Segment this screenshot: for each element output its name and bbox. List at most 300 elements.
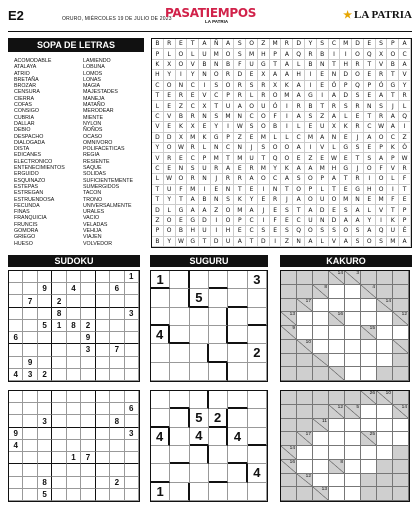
letter-cell: I: [176, 70, 188, 80]
suguru-cell: [190, 391, 209, 409]
letter-cell: B: [387, 60, 399, 70]
letter-cell: W: [329, 153, 341, 163]
sudoku-cell: [23, 428, 37, 440]
sudoku-cell: 8: [67, 320, 81, 332]
kakuro-clue-cell: [329, 271, 345, 285]
letter-cell: R: [223, 174, 235, 184]
suguru-cell: 5: [190, 289, 209, 307]
kakuro-cell: [329, 326, 345, 340]
letter-cell: O: [364, 237, 376, 247]
letter-cell: T: [176, 195, 188, 205]
kakuro-block: [313, 367, 329, 381]
sudoku-cell: [67, 477, 81, 489]
letter-cell: U: [387, 226, 399, 236]
letter-cell: O: [270, 143, 282, 153]
sudoku-cell: 1: [67, 452, 81, 464]
letter-cell: U: [258, 101, 270, 111]
suguru-cell: [228, 326, 247, 344]
kakuro-block: [393, 285, 409, 299]
letter-cell: O: [176, 174, 188, 184]
kakuro-cell: [345, 367, 361, 381]
kakuro-block: [281, 474, 297, 488]
suguru-cell: [151, 409, 170, 427]
suguru-cell: [248, 483, 267, 501]
letter-cell: S: [246, 122, 258, 132]
kakuro-cell: [345, 460, 361, 474]
letter-cell: R: [234, 81, 246, 91]
letter-cell: G: [187, 216, 199, 226]
letter-cell: U: [317, 195, 329, 205]
kakuro-clue-cell: [361, 326, 377, 340]
suguru-cell: [190, 271, 209, 289]
kakuro-cell: [345, 326, 361, 340]
word-item: MERODEAR: [83, 108, 114, 115]
letter-cell: L: [246, 91, 258, 101]
sudoku-cell: [110, 403, 124, 415]
letter-cell: V: [399, 70, 411, 80]
kakuro-cell: [329, 354, 345, 368]
letter-cell: Y: [164, 195, 176, 205]
suguru-cell: [170, 308, 189, 326]
letter-cell: A: [352, 205, 364, 215]
letter-cell: X: [199, 101, 211, 111]
word-item: TRONO: [83, 196, 103, 203]
kakuro-clue-cell: [313, 487, 329, 501]
kakuro-block: [297, 271, 313, 285]
suguru-cell: 1: [151, 483, 170, 501]
sudoku-cell: [38, 295, 52, 307]
kakuro-clue-cell: [281, 460, 297, 474]
suguru-cell: 4: [190, 428, 209, 446]
sudoku-cell: [110, 332, 124, 344]
kakuro-block: [297, 419, 313, 433]
letter-cell: R: [293, 101, 305, 111]
letter-cell: W: [176, 143, 188, 153]
sudoku-cell: [96, 295, 110, 307]
kakuro-clue-cell: [297, 474, 313, 488]
sudoku-cell: 3: [125, 308, 139, 320]
sudoku-cell: [96, 344, 110, 356]
word-item: UNIVERSALMENTE: [83, 202, 132, 209]
letter-cell: N: [176, 164, 188, 174]
sudoku-cell: 3: [23, 369, 37, 381]
letter-cell: S: [258, 226, 270, 236]
kakuro-clue: 9: [292, 326, 295, 331]
suguru-cell: [151, 308, 170, 326]
letter-cell: P: [152, 49, 164, 59]
letter-cell: A: [340, 237, 352, 247]
sudoku-cell: 6: [110, 283, 124, 295]
kakuro-block: [377, 474, 393, 488]
kakuro-cell: [329, 474, 345, 488]
sudoku-cell: [52, 271, 66, 283]
suguru-cell: [170, 289, 189, 307]
sudoku-cell: [9, 308, 23, 320]
kakuro-clue-cell: [329, 405, 345, 419]
letter-cell: M: [211, 153, 223, 163]
kakuro-block: [377, 271, 393, 285]
kakuro-cell: [377, 312, 393, 326]
sudoku-cell: 8: [38, 477, 52, 489]
letter-cell: S: [352, 237, 364, 247]
suguru-cell: [190, 363, 209, 381]
suguru-cell: [209, 271, 228, 289]
sudoku-cell: [38, 357, 52, 369]
letter-cell: S: [223, 195, 235, 205]
sudoku-cell: [9, 464, 23, 476]
sudoku-cell: [23, 440, 37, 452]
suguru-cell: [228, 363, 247, 381]
letter-cell: F: [399, 174, 411, 184]
suguru-cell: 2: [248, 344, 267, 362]
suguru-cell: [248, 308, 267, 326]
kakuro-cell: [313, 326, 329, 340]
word-item: VIAJEN: [83, 234, 102, 241]
letter-cell: Z: [176, 101, 188, 111]
letter-cell: J: [387, 101, 399, 111]
letter-cell: E: [234, 164, 246, 174]
word-item: DALLAR: [14, 120, 35, 127]
letter-cell: N: [317, 60, 329, 70]
suguru-cell: [170, 326, 189, 344]
sudoku-cell: [110, 391, 124, 403]
letter-cell: E: [176, 39, 188, 49]
letter-cell: A: [281, 174, 293, 184]
letter-cell: T: [364, 112, 376, 122]
sudoku-cell: [38, 332, 52, 344]
letter-cell: E: [164, 164, 176, 174]
word-item: BROZAR: [14, 83, 37, 90]
letter-cell: Y: [164, 70, 176, 80]
sudoku-cell: [81, 428, 95, 440]
sudoku-cell: [52, 428, 66, 440]
kakuro-cell: [345, 340, 361, 354]
sudoku-cell: [52, 283, 66, 295]
letter-cell: R: [376, 70, 388, 80]
letter-cell: Ó: [399, 143, 411, 153]
sudoku-cell: [81, 357, 95, 369]
kakuro-cell: [313, 432, 329, 446]
letter-cell: Q: [352, 81, 364, 91]
sudoku-cell: [125, 477, 139, 489]
letter-cell: R: [399, 91, 411, 101]
suguru-cell: [170, 271, 189, 289]
suguru-cell: [228, 483, 247, 501]
sudoku-cell: 7: [81, 452, 95, 464]
letter-cell: Q: [270, 153, 282, 163]
letter-cell: B: [199, 60, 211, 70]
suguru-cell: [248, 363, 267, 381]
letter-cell: C: [246, 216, 258, 226]
kakuro-block: [345, 391, 361, 405]
letter-cell: E: [329, 205, 341, 215]
letter-cell: O: [340, 226, 352, 236]
kakuro-block: [281, 340, 297, 354]
letter-cell: B: [199, 195, 211, 205]
letter-cell: S: [246, 81, 258, 91]
sudoku-cell: [110, 320, 124, 332]
suguru-cell: [248, 409, 267, 427]
letter-cell: C: [152, 81, 164, 91]
letter-cell: O: [223, 205, 235, 215]
letter-cell: E: [258, 195, 270, 205]
sudoku-cell: [67, 415, 81, 427]
letter-cell: B: [152, 237, 164, 247]
suguru-cell: [248, 446, 267, 464]
letter-cell: K: [281, 81, 293, 91]
kakuro-clue-cell: [297, 299, 313, 313]
kakuro-clue-cell: [329, 367, 345, 381]
letter-cell: E: [246, 70, 258, 80]
sudoku-cell: [9, 415, 23, 427]
letter-cell: C: [187, 101, 199, 111]
letter-cell: O: [376, 185, 388, 195]
letter-cell: O: [223, 49, 235, 59]
letter-cell: M: [187, 133, 199, 143]
kakuro-cell: [329, 340, 345, 354]
letter-cell: R: [234, 91, 246, 101]
sudoku-grid-2: [8, 390, 140, 502]
letter-cell: D: [152, 133, 164, 143]
sudoku-cell: [23, 415, 37, 427]
kakuro-cell: [313, 474, 329, 488]
kakuro-clue-cell: [377, 299, 393, 313]
kakuro-clue-cell: [361, 285, 377, 299]
letter-cell: I: [199, 185, 211, 195]
letter-cell: E: [164, 91, 176, 101]
letter-cell: F: [176, 185, 188, 195]
word-item: REGIA: [83, 152, 100, 159]
word-item: CUBRIA: [14, 114, 35, 121]
sudoku-cell: 9: [9, 428, 23, 440]
letter-cell: O: [164, 81, 176, 91]
letter-cell: A: [199, 39, 211, 49]
letter-cell: O: [270, 91, 282, 101]
letter-cell: D: [352, 39, 364, 49]
page-number: E2: [8, 8, 24, 23]
kakuro-cell: [361, 340, 377, 354]
word-item: FRUNCIS: [14, 221, 38, 228]
sudoku-cell: 4: [67, 283, 81, 295]
kakuro-cell: [361, 354, 377, 368]
sudoku-cell: [38, 344, 52, 356]
sudoku-cell: 8: [52, 308, 66, 320]
suguru-cell: [248, 391, 267, 409]
kakuro-block: [393, 460, 409, 474]
sudoku-cell: [96, 428, 110, 440]
letter-cell: É: [399, 226, 411, 236]
suguru-cell: [190, 483, 209, 501]
sudoku-cell: [81, 477, 95, 489]
sudoku-cell: 1: [125, 271, 139, 283]
letter-cell: O: [164, 143, 176, 153]
letter-cell: S: [281, 205, 293, 215]
sudoku-cell: [125, 489, 139, 501]
letter-cell: E: [270, 226, 282, 236]
letter-cell: R: [281, 39, 293, 49]
word-item: SUMERGIDOS: [83, 183, 120, 190]
letter-cell: H: [329, 164, 341, 174]
kakuro-clue: 12: [401, 312, 407, 318]
letter-cell: O: [246, 39, 258, 49]
kakuro-cell: [345, 474, 361, 488]
letter-cell: X: [187, 122, 199, 132]
letter-cell: A: [293, 164, 305, 174]
letter-cell: I: [270, 237, 282, 247]
sudoku-cell: [52, 464, 66, 476]
letter-cell: C: [223, 143, 235, 153]
sudoku-cell: [125, 369, 139, 381]
sudoku-cell: [9, 403, 23, 415]
letter-cell: N: [293, 237, 305, 247]
letter-cell: K: [152, 60, 164, 70]
sudoku-cell: [52, 403, 66, 415]
letter-cell: O: [376, 133, 388, 143]
letter-cell: Z: [211, 205, 223, 215]
sudoku-cell: 9: [23, 357, 37, 369]
sudoku-cell: [96, 452, 110, 464]
word-item: TACON: [83, 190, 102, 197]
sudoku-cell: [96, 477, 110, 489]
kakuro-clue: 25: [369, 432, 375, 438]
sudoku-cell: [125, 283, 139, 295]
letter-cell: R: [352, 60, 364, 70]
letter-cell: U: [223, 237, 235, 247]
letter-cell: L: [293, 122, 305, 132]
letter-cell: A: [387, 122, 399, 132]
letter-cell: N: [234, 143, 246, 153]
sudoku-cell: [52, 391, 66, 403]
word-item: MANEJA: [83, 95, 105, 102]
letter-cell: E: [187, 91, 199, 101]
suguru-grid-1: [150, 270, 268, 382]
letter-cell: A: [293, 112, 305, 122]
sudoku-cell: [110, 428, 124, 440]
letter-cell: T: [329, 185, 341, 195]
suguru-cell: [190, 344, 209, 362]
letter-cell: P: [340, 81, 352, 91]
letter-cell: S: [211, 81, 223, 91]
kakuro-block: [393, 271, 409, 285]
letter-cell: D: [317, 205, 329, 215]
suguru-cell: [248, 428, 267, 446]
letter-cell: T: [246, 237, 258, 247]
word-item: ESTRUENDOSA: [14, 196, 55, 203]
sudoku-cell: [96, 332, 110, 344]
letter-cell: I: [258, 185, 270, 195]
letter-cell: W: [376, 122, 388, 132]
letter-cell: M: [281, 91, 293, 101]
letter-cell: M: [211, 49, 223, 59]
kakuro-clue: 15: [369, 326, 375, 331]
sudoku-cell: [23, 403, 37, 415]
kakuro-block: [281, 487, 297, 501]
letter-cell: B: [305, 101, 317, 111]
letter-cell: E: [270, 205, 282, 215]
letter-cell: S: [305, 112, 317, 122]
kakuro-cell: [345, 354, 361, 368]
kakuro-grid-2: [280, 390, 410, 502]
word-item: URALES: [83, 209, 105, 216]
sudoku-cell: [110, 271, 124, 283]
word-item: ESTREGAN: [14, 190, 44, 197]
sudoku-cell: [96, 308, 110, 320]
letter-cell: M: [187, 185, 199, 195]
kakuro-cell: [313, 312, 329, 326]
letter-cell: Y: [399, 81, 411, 91]
word-item: ÑOÑOS: [83, 127, 103, 134]
sudoku-cell: [110, 308, 124, 320]
sudoku-cell: [125, 391, 139, 403]
suguru-cell: 5: [190, 409, 209, 427]
letter-cell: S: [293, 174, 305, 184]
kakuro-clue: 10: [305, 339, 311, 345]
letter-cell: S: [376, 101, 388, 111]
word-item: VELADAS: [83, 221, 108, 228]
letter-cell: I: [305, 70, 317, 80]
sudoku-cell: 2: [52, 295, 66, 307]
letter-cell: O: [305, 226, 317, 236]
letter-cell: R: [223, 70, 235, 80]
letter-cell: S: [211, 112, 223, 122]
sudoku-cell: 1: [52, 320, 66, 332]
letter-cell: G: [187, 237, 199, 247]
letter-cell: I: [317, 91, 329, 101]
word-item: DIALOGADA: [14, 139, 45, 146]
suguru-cell: 4: [248, 464, 267, 482]
logo-subtext: LA PATRIA: [205, 19, 229, 24]
letter-cell: L: [187, 49, 199, 59]
suguru-cell: [170, 428, 189, 446]
letter-cell: O: [223, 216, 235, 226]
kakuro-cell: [361, 312, 377, 326]
letter-cell: Y: [187, 70, 199, 80]
word-item: LAMIENDO: [83, 58, 111, 64]
suguru-cell: [151, 464, 170, 482]
letter-cell: A: [329, 174, 341, 184]
sudoku-cell: [23, 332, 37, 344]
sudoku-cell: [81, 391, 95, 403]
sudoku-cell: [96, 320, 110, 332]
sudoku-cell: [52, 344, 66, 356]
letter-cell: U: [305, 216, 317, 226]
letter-cell: E: [352, 112, 364, 122]
letter-cell: I: [199, 81, 211, 91]
letter-cell: Z: [317, 112, 329, 122]
letter-cell: L: [387, 174, 399, 184]
kakuro-cell: [393, 326, 409, 340]
letter-cell: E: [317, 153, 329, 163]
sudoku-cell: [67, 428, 81, 440]
sudoku-cell: [52, 369, 66, 381]
letter-cell: V: [376, 205, 388, 215]
letter-cell: Y: [270, 164, 282, 174]
letter-cell: H: [340, 60, 352, 70]
sudoku-cell: 2: [110, 477, 124, 489]
word-item: MAGIA: [83, 83, 101, 90]
letter-cell: L: [317, 185, 329, 195]
letter-cell: I: [364, 174, 376, 184]
dateline: ORURO, MIÉRCOLES 19 DE JULIO DE 2023: [62, 16, 172, 22]
letter-cell: C: [364, 122, 376, 132]
kakuro-block: [297, 367, 313, 381]
letter-cell: Y: [364, 216, 376, 226]
word-item: HUESO: [14, 240, 33, 247]
letter-cell: C: [152, 112, 164, 122]
letter-cell: V: [152, 122, 164, 132]
kakuro-cell: [377, 432, 393, 446]
letter-cell: S: [258, 143, 270, 153]
